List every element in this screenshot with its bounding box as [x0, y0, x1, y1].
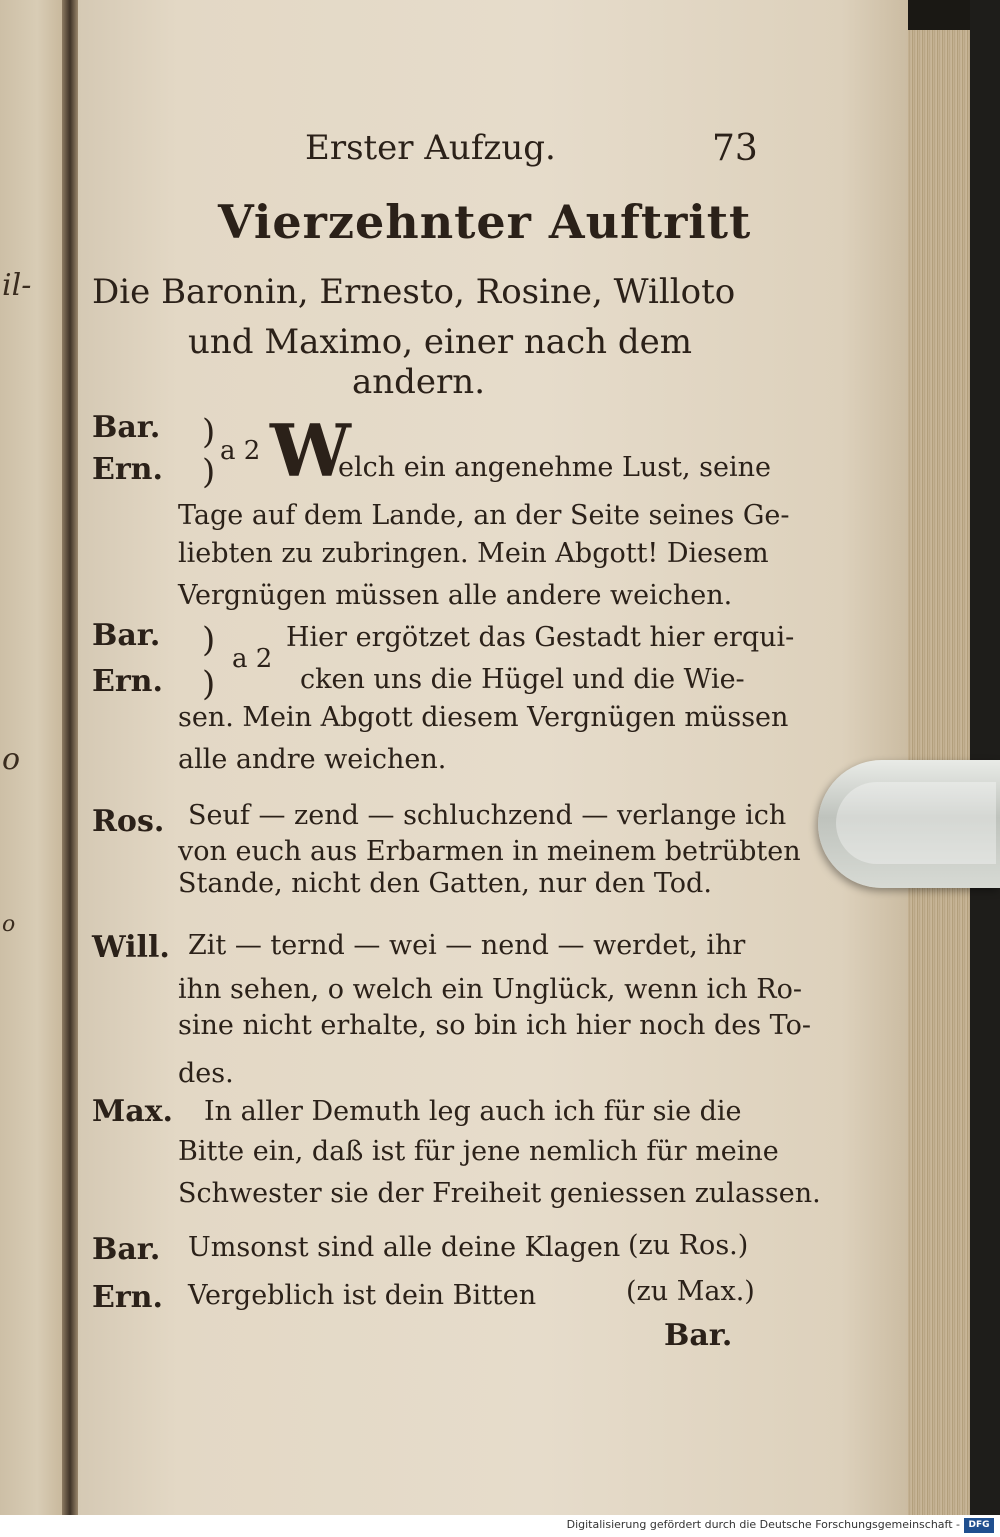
speaker-label: Will.: [92, 930, 170, 965]
catchword: Bar.: [664, 1318, 733, 1353]
verse-line: liebten zu zubringen. Mein Abgott! Diesem: [178, 538, 769, 569]
verse-line: Tage auf dem Lande, an der Seite seines Ge-: [178, 500, 790, 531]
verse-line: ihn sehen, o welch ein Unglück, wenn ich Ro-: [178, 974, 802, 1005]
verse-line: Vergnügen müssen alle andere weichen.: [178, 580, 733, 611]
speaker-label: Max.: [92, 1094, 173, 1129]
dfg-logo: DFG: [964, 1518, 994, 1533]
cast-line: andern.: [352, 362, 486, 402]
verse-line: des.: [178, 1058, 234, 1089]
speaker-label: Ern.: [92, 452, 163, 487]
speaker-label: Ern.: [92, 1280, 163, 1315]
verse-line: Schwester sie der Freiheit geniessen zulassen.: [178, 1178, 821, 1209]
verse-line: elch ein angenehme Lust, seine: [338, 452, 771, 483]
speaker-label: Ern.: [92, 664, 163, 699]
page-number: 73: [712, 128, 758, 169]
left-page-fragment: o: [2, 912, 16, 937]
verse-line: sine nicht erhalte, so bin ich hier noch des To-: [178, 1010, 811, 1041]
funding-credit: Digitalisierung gefördert durch die Deutsche Forschungsgemeinschaft -: [566, 1518, 960, 1531]
scene-heading: Vierzehnter Auftritt: [218, 195, 752, 249]
speaker-label: Bar.: [92, 410, 161, 445]
speaker-brace: ): [202, 452, 216, 492]
digitization-footer: [0, 1515, 1000, 1537]
speaker-label: Bar.: [92, 618, 161, 653]
verse-line: Zit — ternd — wei — nend — werdet, ihr: [188, 930, 746, 961]
cast-line: Die Baronin, Ernesto, Rosine, Willoto: [92, 272, 736, 312]
verse-line: alle andre weichen.: [178, 744, 447, 775]
verse-line: cken uns die Hügel und die Wie-: [300, 664, 745, 695]
verse-line: Vergeblich ist dein Bitten: [188, 1280, 537, 1311]
stage-direction: (zu Ros.): [628, 1230, 749, 1261]
book-gutter: [62, 0, 78, 1515]
verse-line: Stande, nicht den Gatten, nur den Tod.: [178, 868, 712, 899]
verse-line: Seuf — zend — schluchzend — verlange ich: [188, 800, 787, 831]
book-cover-edge: [970, 0, 1000, 1515]
verse-line: In aller Demuth leg auch ich für sie die: [204, 1096, 742, 1127]
left-page-fragment: il-: [2, 268, 32, 303]
drop-cap: W: [270, 408, 351, 493]
left-facing-page: [0, 0, 62, 1515]
a-due-marker: a 2: [220, 436, 261, 466]
verse-line: Bitte ein, daß ist für jene nemlich für meine: [178, 1136, 779, 1167]
left-page-fragment: o: [2, 742, 21, 777]
speaker-label: Ros.: [92, 804, 165, 839]
speaker-brace: ): [202, 664, 216, 704]
page-holder-clip: [818, 760, 1000, 888]
speaker-brace: ): [202, 620, 216, 660]
speaker-brace: ): [202, 412, 216, 452]
verse-line: sen. Mein Abgott diesem Vergnügen müssen: [178, 702, 789, 733]
speaker-label: Bar.: [92, 1232, 161, 1267]
running-head: Erster Aufzug.: [305, 128, 556, 168]
verse-line: von euch aus Erbarmen in meinem betrübten: [178, 836, 801, 867]
a-due-marker: a 2: [232, 644, 273, 674]
stage-direction: (zu Max.): [626, 1276, 755, 1307]
cast-line: und Maximo, einer nach dem: [188, 322, 692, 362]
verse-line: Umsonst sind alle deine Klagen: [188, 1232, 621, 1263]
verse-line: Hier ergötzet das Gestadt hier erqui-: [286, 622, 795, 653]
